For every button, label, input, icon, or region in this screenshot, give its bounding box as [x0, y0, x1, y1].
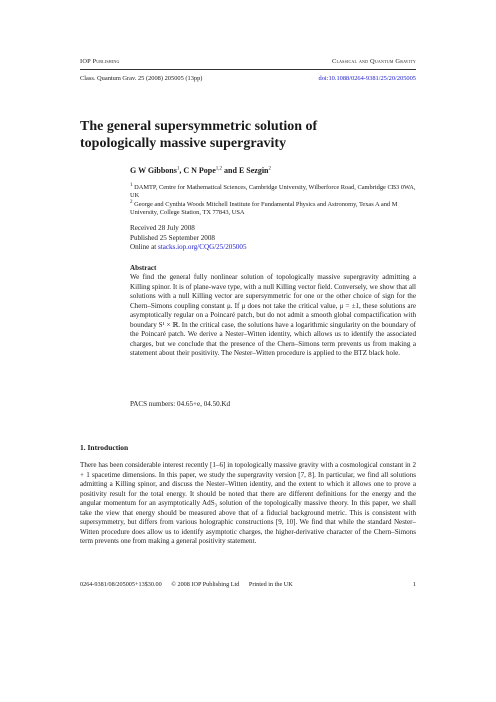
journal-citation: Class. Quantum Grav. 25 (2008) 205005 (13pp): [80, 75, 203, 82]
running-header: [80, 58, 416, 65]
affiliation-marker: 1,2: [215, 166, 223, 172]
affiliation-text: DAMTP, Centre for Mathematical Sciences, Cambridge University, Wilberforce Road, Cambridge CB3 0WA, UK: [130, 184, 416, 200]
author-name: and E Sezgin: [222, 166, 269, 175]
affiliation-marker: 2: [130, 200, 133, 205]
author-name: G W Gibbons: [130, 166, 177, 175]
received-date: Received 28 July 2008: [130, 224, 195, 232]
affiliation-marker: 1: [130, 183, 133, 188]
pacs-numbers: PACS numbers: 04.65+e, 04.50.Kd: [130, 400, 231, 408]
page-footer: [80, 581, 416, 588]
published-date: Published 25 September 2008: [130, 233, 215, 242]
abstract-heading: Abstract: [130, 264, 157, 272]
journal-name: Classical and Quantum Gravity: [331, 58, 416, 65]
abstract-text: We find the general fully nonlinear solution of topologically massive supergravity admitting a Killing spinor. It is of plane-wave type, with a null Killing vector field. Conversely, we show that all solutions with a null Killing vector are supersymmetric for one or the other choice of sign for the Chern–Simons coupling constant μ. If μ does not take the critical value, μ = ±1, these solutions are asymptotically regular on a Poincaré patch, but do not admit a smooth global compactification with boundary S¹ × ℝ. In the critical case, the solutions have a logarithmic singularity on the boundary of the Poincaré patch. We derive a Nester–Witten identity, which allows us to identify the associated charges, but we conclude that the presence of the Chern–Simons term prevents us from making a statement about their positivity. The Nester–Witten procedure is applied to the BTZ black hole.: [130, 273, 416, 357]
online-prefix: Online at: [130, 243, 158, 252]
affiliation-text: George and Cynthia Woods Mitchell Institute for Fundamental Physics and Astronomy, Texas A and M University, College Station, TX 77843, USA: [130, 201, 398, 217]
citation-line: [80, 75, 416, 82]
printed-notice: Printed in the UK: [248, 581, 293, 588]
article-code: 0264-9381/08/205005+13$30.00: [80, 581, 162, 588]
online-link[interactable]: stacks.iop.org/CQG/25/205005: [157, 243, 247, 252]
author-list: [130, 166, 271, 175]
page-number: 1: [412, 581, 416, 588]
copyright-notice: © 2008 IOP Publishing Ltd: [171, 581, 240, 588]
doi-link[interactable]: doi:10.1088/0264-9381/25/20/205005: [318, 75, 416, 82]
publication-dates: [130, 224, 247, 253]
publisher-name: IOP Publishing: [80, 58, 120, 65]
paper-title: The general supersymmetric solution of topologically massive supergravity: [80, 119, 318, 151]
affiliation-marker: 2: [268, 166, 272, 172]
section-heading: 1. Introduction: [80, 443, 129, 452]
introduction-text: There has been considerable interest recently [1–6] in topologically massive gravity with a cosmological constant in 2 + 1 spacetime dimensions. In this paper, we study the supergravity version [7, 8]. In particular, we find all solutions admitting a Killing spinor, and discuss the Nester–Witten identity, and the extent to which it allows one to prove a positivity result for the total energy. It should be noted that there are different definitions for the energy and the angular momentum for an asymptotically AdS₃ solution of the topologically massive theory. In this paper, we shall take the view that energy should be measured above that of a fiducial background metric. This is consistent with supersymmetry, but differs from various holographic constructions [9, 10]. We find that while the standard Nester–Witten procedure does allow us to identify asymptotic charges, the higher-derivative character of the Chern–Simons term prevents one from making a general positivity statement.: [80, 461, 416, 546]
affiliation-marker: 1: [176, 166, 180, 172]
author-name: , C N Pope: [179, 166, 216, 175]
affiliation: [130, 199, 420, 218]
online-line: [130, 243, 247, 253]
affiliation: [130, 182, 420, 201]
header-rule: [80, 69, 416, 70]
